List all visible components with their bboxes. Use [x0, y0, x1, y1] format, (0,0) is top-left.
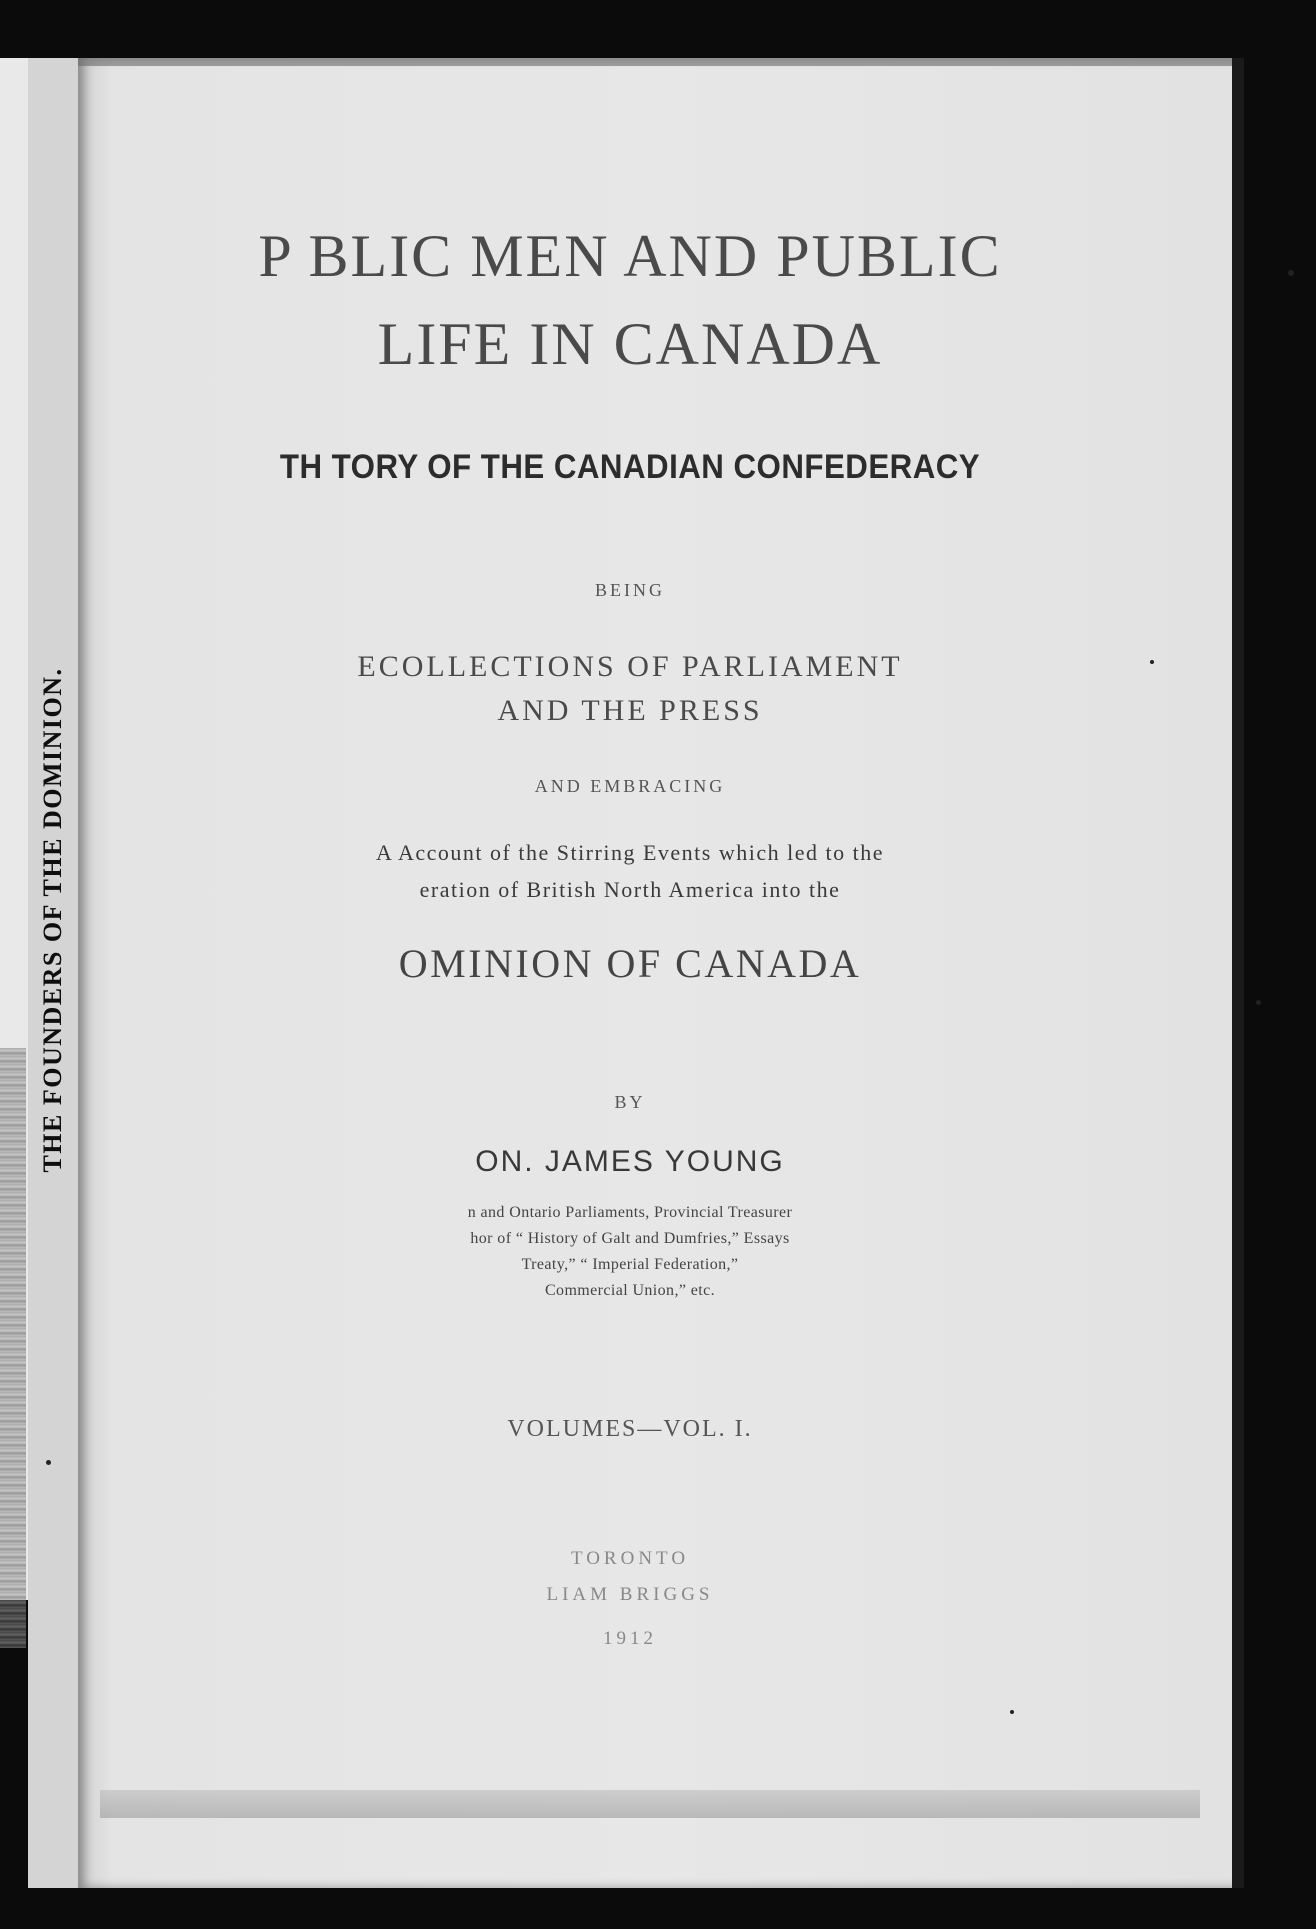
book-title-line-1: P BLIC MEN AND PUBLIC	[258, 223, 1002, 289]
dust-speck	[1010, 1710, 1014, 1714]
publication-year: 1912	[603, 1628, 657, 1649]
dust-speck	[1150, 660, 1154, 664]
embracing-label: AND EMBRACING	[534, 776, 726, 796]
account-line-2: eration of British North America into the	[419, 877, 841, 902]
credentials-line-4: Commercial Union,” etc.	[544, 1282, 716, 1299]
account-line-1: A Account of the Stirring Events which led to the	[376, 840, 884, 865]
volumes-label: VOLUMES—VOL. I.	[507, 1416, 753, 1442]
credentials-line-2: hor of “ History of Galt and Dumfries,” Essays	[470, 1230, 790, 1247]
recollections-line-2: AND THE PRESS	[497, 694, 763, 727]
publisher-city: TORONTO	[570, 1548, 690, 1569]
being-label: BEING	[595, 580, 665, 600]
dust-speck	[1256, 1000, 1261, 1005]
page-right-edge	[1232, 58, 1244, 1888]
spine-binding-texture	[0, 1048, 26, 1648]
credentials-line-1: n and Ontario Parliaments, Provincial Treasurer	[467, 1204, 793, 1221]
spine-title-text: THE FOUNDERS OF THE DOMINION.	[38, 667, 67, 1173]
dominion-heading: OMINION OF CANADA	[398, 941, 862, 986]
recollections-line-1: ECOLLECTIONS OF PARLIAMENT	[357, 650, 903, 683]
dust-speck	[46, 1460, 51, 1465]
credentials-line-3: Treaty,” “ Imperial Federation,”	[521, 1256, 739, 1273]
page-bottom-edge	[100, 1790, 1200, 1818]
book-spine	[0, 58, 31, 1600]
author-name: ON. JAMES YOUNG	[475, 1145, 785, 1178]
publisher-name: LIAM BRIGGS	[546, 1584, 714, 1605]
by-label: BY	[614, 1092, 646, 1112]
book-subtitle: TH TORY OF THE CANADIAN CONFEDERACY	[279, 448, 981, 486]
dust-speck	[1288, 270, 1294, 276]
page-top-edge	[78, 58, 1240, 66]
book-title-line-2: LIFE IN CANADA	[377, 311, 883, 377]
